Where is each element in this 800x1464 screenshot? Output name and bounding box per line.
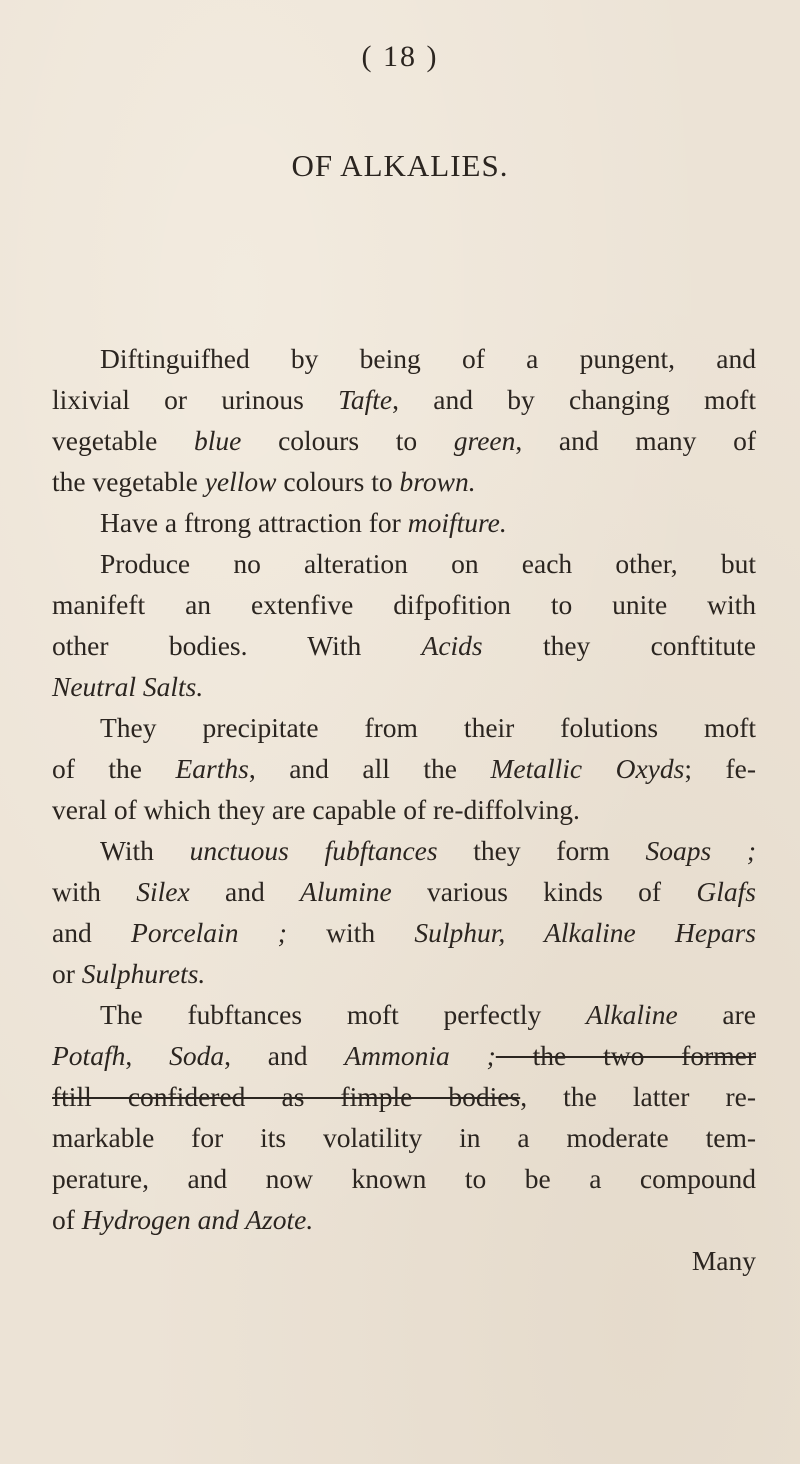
text-run: , and by changing moft bbox=[392, 384, 756, 415]
text-run: perature, and now known to be a compound bbox=[52, 1163, 756, 1194]
text-line bbox=[52, 748, 756, 789]
text-run: markable for its volatility in a moderate tem- bbox=[52, 1122, 756, 1153]
text-run: , bbox=[125, 1040, 170, 1071]
text-run: The fubftances moft perfectly bbox=[100, 999, 587, 1030]
text-run: colours to bbox=[241, 425, 454, 456]
text-line bbox=[52, 953, 756, 994]
italic-run: Acids bbox=[421, 630, 483, 661]
chapter-heading: OF ALKALIES. bbox=[291, 148, 509, 183]
text-run: , and many of bbox=[515, 425, 756, 456]
italic-run: Tafte bbox=[338, 384, 393, 415]
text-run: lixivial or urinous bbox=[52, 384, 339, 415]
text-run: of bbox=[52, 1204, 82, 1235]
italic-run: Silex bbox=[136, 876, 190, 907]
italic-run: Metallic Oxyds bbox=[490, 753, 685, 784]
struck-text-run: the two former bbox=[495, 1040, 756, 1071]
text-run: of the bbox=[52, 753, 176, 784]
text-run: ; fe- bbox=[684, 753, 756, 784]
italic-run: Hydrogen and Azote. bbox=[81, 1204, 314, 1235]
text-line bbox=[52, 502, 756, 543]
text-line bbox=[52, 338, 756, 379]
text-line bbox=[52, 912, 756, 953]
text-run: or bbox=[52, 958, 82, 989]
text-line bbox=[52, 789, 756, 830]
page-number: ( 18 ) bbox=[361, 40, 439, 73]
italic-run: unctuous fubftances bbox=[189, 835, 438, 866]
italic-run: Soaps ; bbox=[645, 835, 756, 866]
italic-run: Potafh bbox=[52, 1040, 126, 1071]
text-run: With bbox=[100, 835, 190, 866]
italic-run: Soda bbox=[169, 1040, 225, 1071]
text-run: they conftitute bbox=[482, 630, 756, 661]
text-line bbox=[52, 1035, 756, 1076]
text-line bbox=[52, 420, 756, 461]
italic-run: brown. bbox=[399, 466, 476, 497]
body-text bbox=[52, 338, 756, 1281]
text-run: the vegetable bbox=[52, 466, 205, 497]
catchword-text: Many bbox=[691, 1245, 756, 1276]
italic-run: Porcelain ; bbox=[131, 917, 287, 948]
italic-run: Earths bbox=[175, 753, 249, 784]
text-line bbox=[52, 379, 756, 420]
italic-run: Alumine bbox=[300, 876, 392, 907]
text-line bbox=[52, 1076, 756, 1117]
text-line bbox=[52, 830, 756, 871]
text-run: vegetable bbox=[52, 425, 195, 456]
italic-run: Ammonia ; bbox=[344, 1040, 496, 1071]
text-run: Produce no alteration on each other, but bbox=[100, 548, 756, 579]
italic-run: Sulphur, Alkaline Hepars bbox=[414, 917, 756, 948]
text-line bbox=[52, 1117, 756, 1158]
text-run: are bbox=[677, 999, 756, 1030]
text-run: , and bbox=[224, 1040, 345, 1071]
text-run: They precipitate from their folutions moft bbox=[100, 712, 756, 743]
italic-run: moifture. bbox=[407, 507, 507, 538]
text-line bbox=[52, 871, 756, 912]
italic-run: blue bbox=[194, 425, 242, 456]
text-run: and bbox=[189, 876, 301, 907]
text-line bbox=[52, 666, 756, 707]
italic-run: Neutral Salts. bbox=[52, 671, 204, 702]
catchword bbox=[52, 1240, 756, 1281]
text-run: Have a ftrong attraction for bbox=[100, 507, 408, 538]
text-line bbox=[52, 1158, 756, 1199]
italic-run: Glafs bbox=[696, 876, 756, 907]
italic-run: green bbox=[453, 425, 516, 456]
italic-run: yellow bbox=[204, 466, 277, 497]
text-run: veral of which they are capable of re-diffolving. bbox=[52, 794, 580, 825]
text-run: with bbox=[52, 876, 137, 907]
text-run: , the latter re- bbox=[520, 1081, 756, 1112]
text-line bbox=[52, 461, 756, 502]
text-run: Diftinguifhed by being of a pungent, and bbox=[100, 343, 756, 374]
text-run: other bodies. With bbox=[52, 630, 422, 661]
italic-run: Sulphurets. bbox=[81, 958, 206, 989]
text-line bbox=[52, 1199, 756, 1240]
text-line bbox=[52, 584, 756, 625]
text-run: colours to bbox=[276, 466, 400, 497]
text-run: various kinds of bbox=[391, 876, 697, 907]
text-run: , and all the bbox=[248, 753, 491, 784]
text-line bbox=[52, 994, 756, 1035]
text-line bbox=[52, 543, 756, 584]
text-run: manifeft an extenfive difpofition to unite with bbox=[52, 589, 756, 620]
text-line bbox=[52, 625, 756, 666]
text-run: with bbox=[286, 917, 415, 948]
italic-run: Alkaline bbox=[586, 999, 678, 1030]
text-run: and bbox=[52, 917, 132, 948]
text-line bbox=[52, 707, 756, 748]
text-run: they form bbox=[437, 835, 646, 866]
struck-text-run: ftill confidered as fimple bodies bbox=[52, 1081, 521, 1112]
